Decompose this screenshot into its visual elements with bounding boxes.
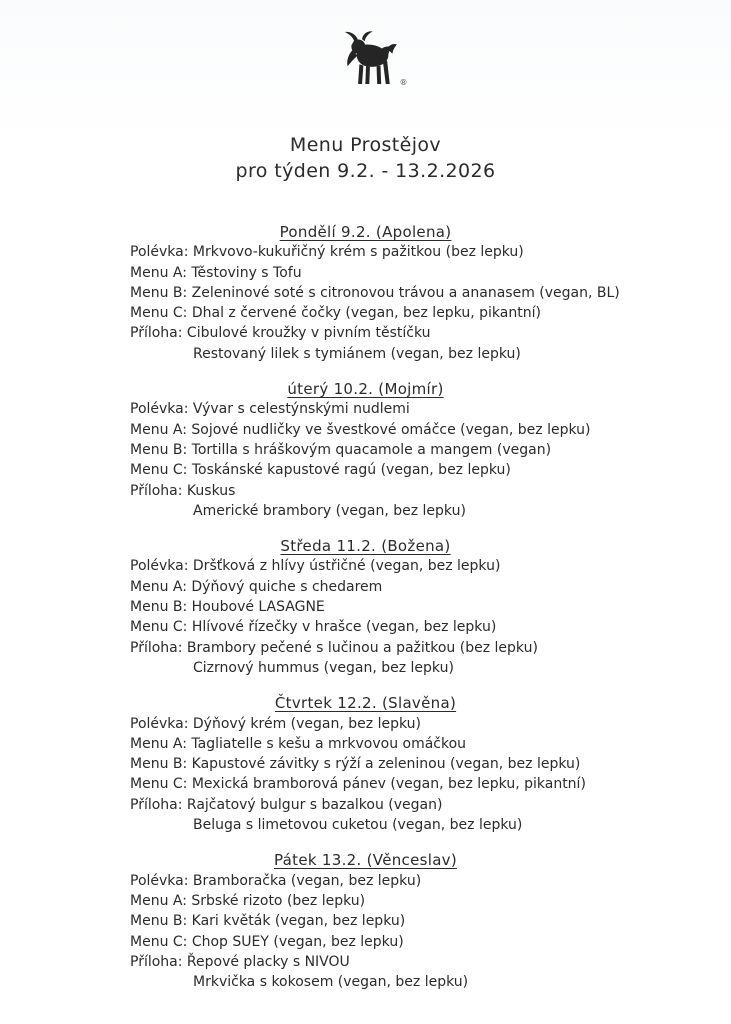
menu-line-a: Menu A: Srbské rizoto (bez lepku) (130, 892, 366, 909)
menu-line-side-continuation: Americké brambory (vegan, bez lepku) (193, 502, 466, 519)
registered-trademark: ® (399, 78, 408, 87)
day-section-friday (0, 850, 731, 992)
menu-line-c: Menu C: Toskánské kapustové ragú (vegan, bez lepku) (130, 462, 511, 479)
menu-title: Menu Prostějov (289, 134, 442, 156)
logo-container (0, 0, 731, 88)
day-header: Středa 11.2. (Božena) (280, 537, 451, 556)
menu-line-c: Menu C: Mexická bramborová pánev (vegan, bez lepku, pikantní) (130, 776, 586, 793)
menu-line-side-continuation: Mrkvička s kokosem (vegan, bez lepku) (193, 974, 469, 991)
menu-line-b: Menu B: Kapustové závitky s rýží a zeleninou (vegan, bez lepku) (130, 756, 581, 773)
menu-line-side-continuation: Restovaný lilek s tymiánem (vegan, bez lepku) (193, 345, 521, 362)
day-section-monday (0, 222, 731, 364)
day-section-thursday (0, 693, 731, 835)
menu-line-c: Menu C: Dhal z červené čočky (vegan, bez lepku, pikantní) (130, 305, 541, 322)
menu-line-a: Menu A: Sojové nudličky ve švestkové omáčce (vegan, bez lepku) (130, 421, 591, 438)
day-header: Čtvrtek 12.2. (Slavěna) (274, 694, 457, 713)
day-header: Pátek 13.2. (Věnceslav) (273, 851, 458, 870)
menu-line-soup: Polévka: Dršťková z hlívy ústřičné (vegan, bez lepku) (130, 558, 501, 575)
menu-line-soup: Polévka: Bramboračka (vegan, bez lepku) (130, 872, 422, 889)
menu-line-side-continuation: Beluga s limetovou cuketou (vegan, bez lepku) (193, 817, 523, 834)
menu-line-c: Menu C: Hlívové řízečky v hrašce (vegan, bez lepku) (130, 619, 497, 636)
goat-logo-icon (333, 30, 408, 88)
menu-line-side-continuation: Cizrnový hummus (vegan, bez lepku) (193, 659, 454, 676)
menu-line-side: Příloha: Kuskus (130, 482, 236, 499)
menu-line-b: Menu B: Houbové LASAGNE (130, 599, 325, 616)
menu-line-b: Menu B: Tortilla s hráškovým quacamole a mangem (vegan) (130, 441, 552, 458)
menu-line-a: Menu A: Těstoviny s Tofu (130, 264, 302, 281)
menu-line-side: Příloha: Řepové placky s NIVOU (130, 953, 350, 970)
menu-line-side: Příloha: Brambory pečené s lučinou a pažitkou (bez lepku) (130, 639, 538, 656)
menu-line-soup: Polévka: Vývar s celestýnskými nudlemi (130, 401, 410, 418)
menu-line-side: Příloha: Cibulové kroužky v pivním těstíčku (130, 325, 431, 342)
menu-week-subtitle: pro týden 9.2. - 13.2.2026 (235, 160, 496, 182)
menu-line-side: Příloha: Rajčatový bulgur s bazalkou (vegan) (130, 796, 443, 813)
menu-line-soup: Polévka: Dýňový krém (vegan, bez lepku) (130, 715, 421, 732)
menu-line-soup: Polévka: Mrkvovo-kukuřičný krém s pažitkou (bez lepku) (130, 244, 524, 261)
day-section-wednesday (0, 536, 731, 678)
day-section-tuesday (0, 379, 731, 521)
title-block (0, 132, 731, 184)
day-header: úterý 10.2. (Mojmír) (287, 380, 444, 399)
weekly-menu (0, 222, 731, 992)
menu-line-a: Menu A: Dýňový quiche s chedarem (130, 578, 383, 595)
menu-line-b: Menu B: Zeleninové soté s citronovou trávou a ananasem (vegan, BL) (130, 284, 620, 301)
menu-line-a: Menu A: Tagliatelle s kešu a mrkvovou omáčkou (130, 735, 467, 752)
day-header: Pondělí 9.2. (Apolena) (279, 223, 452, 241)
menu-line-b: Menu B: Kari květák (vegan, bez lepku) (130, 913, 406, 930)
menu-line-c: Menu C: Chop SUEY (vegan, bez lepku) (130, 933, 404, 950)
